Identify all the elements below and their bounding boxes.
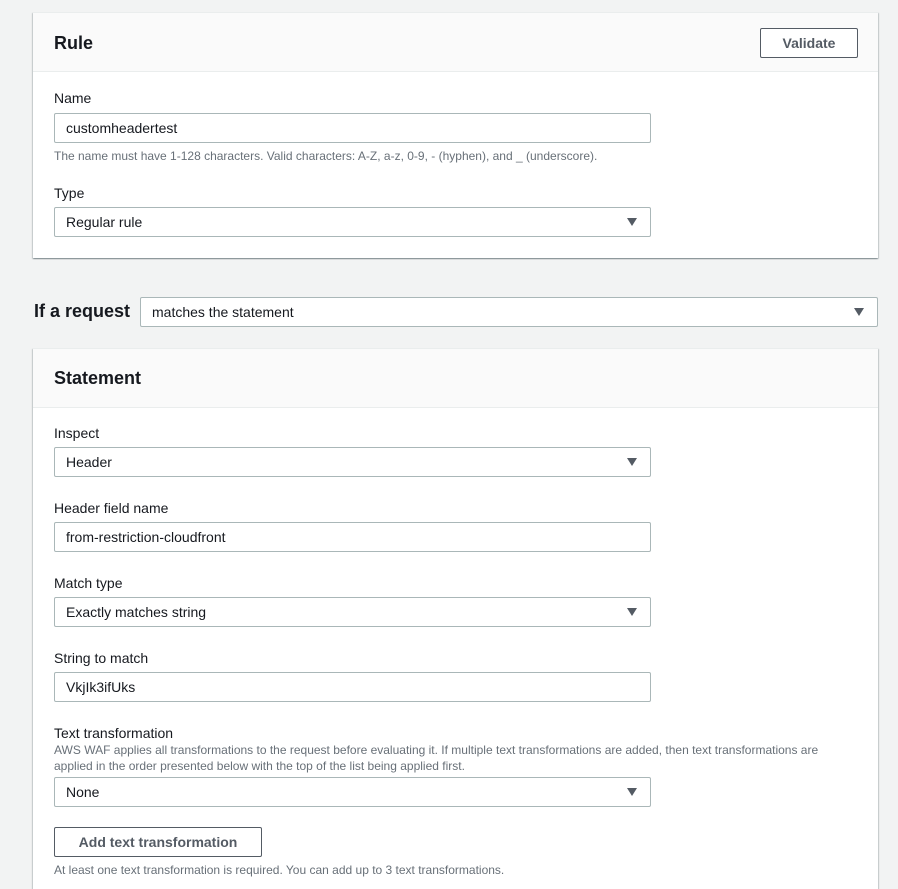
- name-input-value: customheadertest: [66, 120, 178, 136]
- inspect-select-value: Header: [66, 454, 112, 470]
- string-to-match-input[interactable]: [54, 672, 651, 702]
- statement-panel-header: [33, 349, 878, 408]
- caret-down-icon: [627, 218, 637, 226]
- text-transformation-description: AWS WAF applies all transformations to the request before evaluating it. If multiple text transformations are added, then text transformations are applied in the order presented below with the top of the list being applied first.: [54, 743, 819, 773]
- rule-title: Rule: [54, 33, 94, 53]
- text-transformation-note: At least one text transformation is required. You can add up to 3 text transformations.: [54, 863, 505, 877]
- if-request-label: If a request: [34, 301, 131, 321]
- match-type-label: Match type: [54, 575, 123, 591]
- statement-title: Statement: [54, 368, 142, 388]
- caret-down-icon: [854, 308, 864, 316]
- header-field-input[interactable]: [54, 522, 651, 552]
- type-select-value: Regular rule: [66, 214, 143, 230]
- request-condition-select[interactable]: [140, 297, 878, 327]
- match-type-value: Exactly matches string: [66, 604, 207, 620]
- inspect-label: Inspect: [54, 425, 100, 441]
- text-transformation-select[interactable]: [54, 777, 651, 807]
- validate-button[interactable]: Validate: [760, 28, 858, 58]
- name-input[interactable]: [54, 113, 651, 143]
- inspect-select[interactable]: [54, 447, 651, 477]
- match-type-select[interactable]: [54, 597, 651, 627]
- string-to-match-value: VkjIk3ifUks: [66, 679, 136, 695]
- type-select[interactable]: [54, 207, 651, 237]
- type-label: Type: [54, 185, 85, 201]
- name-label: Name: [54, 90, 92, 106]
- rule-panel: [33, 12, 878, 258]
- caret-down-icon: [627, 458, 637, 466]
- add-text-transformation-button[interactable]: Add text transformation: [54, 827, 262, 857]
- caret-down-icon: [627, 608, 637, 616]
- text-transformation-value: None: [66, 784, 100, 800]
- statement-panel: [33, 348, 878, 889]
- header-field-label: Header field name: [54, 500, 169, 516]
- rule-panel-header: [33, 13, 878, 72]
- text-transformation-label: Text transformation: [54, 725, 174, 741]
- request-condition-value: matches the statement: [152, 304, 294, 320]
- header-field-value: from-restriction-cloudfront: [66, 529, 226, 545]
- string-to-match-label: String to match: [54, 650, 149, 666]
- name-hint: The name must have 1-128 characters. Valid characters: A-Z, a-z, 0-9, - (hyphen), and _ (underscore).: [54, 149, 598, 163]
- caret-down-icon: [627, 788, 637, 796]
